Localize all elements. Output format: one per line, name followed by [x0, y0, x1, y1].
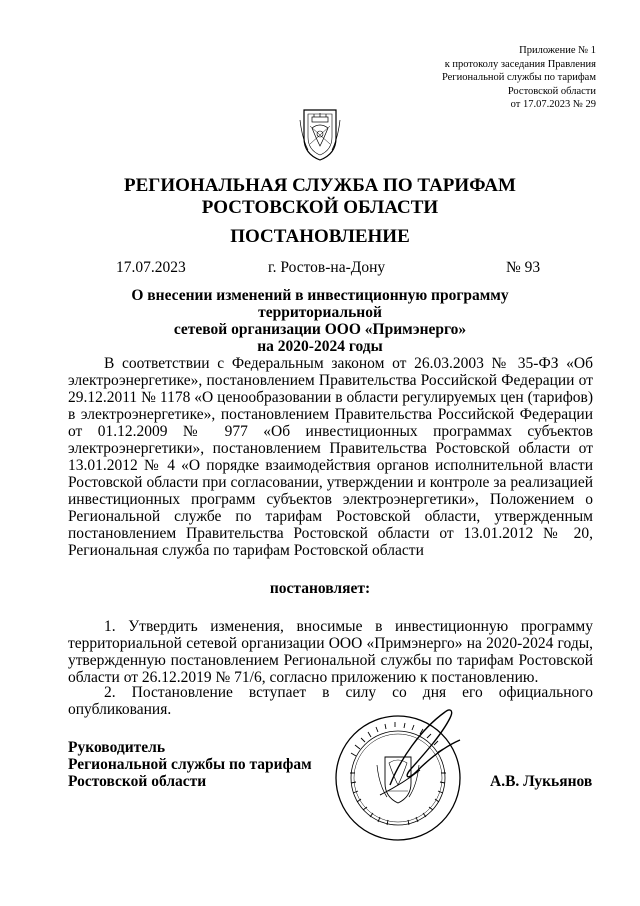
signer-title-line: Руководитель [68, 739, 166, 756]
handwritten-signature-icon [350, 700, 480, 820]
subject-line: О внесении изменений в инвестиционную программу территориальной [131, 287, 509, 321]
resolves-heading: постановляет: [269, 580, 371, 597]
document-date: 17.07.2023 [116, 259, 186, 276]
signer-title [68, 739, 312, 790]
signer-name: А.В. Лукьянов [490, 773, 593, 790]
appendix-line: от 17.07.2023 № 29 [510, 99, 596, 110]
coat-of-arms-icon [298, 108, 342, 162]
appendix-line: Региональной службы по тарифам [441, 72, 596, 83]
resolution-item-2: 2. Постановление вступает в силу со дня его официального опубликования. [68, 684, 593, 718]
subject-line: на 2020-2024 годы [257, 338, 383, 355]
signer-title-line: Ростовской области [68, 773, 207, 790]
organization-name-line: РЕГИОНАЛЬНАЯ СЛУЖБА ПО ТАРИФАМ [124, 175, 516, 196]
appendix-line: к протоколу заседания Правления [444, 58, 596, 70]
document-subject [70, 287, 570, 355]
appendix-line: Ростовской области [507, 85, 596, 97]
appendix-line: Приложение № 1 [519, 45, 596, 56]
resolution-item-1: 1. Утвердить изменения, вносимые в инвестиционную программу территориальной сетевой организации ООО «Примэнерго» на 2020-2024 годы, утвержденную постановлением Региональной службы по тарифам Ростовской области от 26.12.2019 № 71/6, согласно приложению к постановлению. [68, 618, 593, 686]
organization-name [0, 175, 640, 219]
organization-name-line: РОСТОВСКОЙ ОБЛАСТИ [201, 197, 439, 218]
document-city: г. Ростов-на-Дону [268, 259, 386, 276]
document-type: ПОСТАНОВЛЕНИЕ [230, 226, 410, 247]
preamble-paragraph: В соответствии с Федеральным законом от 26.03.2003 № 35-ФЗ «Об электроэнергетике», постановлением Правительства Российской Федерации от 29.12.2011 № 1178 «О ценообразовании в области регулируемых цен (тарифов) в электроэнергетике», постановлением Правительства Российской Федерации от 01.12.2009 № 977 «Об инвестиционных программах субъектов электроэнергетики», постановлением Правительства Ростовской области от 13.01.2012 № 4 «О порядке взаимодействия органов исполнительной власти Ростовской области при согласовании, утверждении и контроле за реализацией инвестиционных программ субъектов электроэнергетики», Положением о Региональной службе по тарифам Ростовской области, утвержденным постановлением Правительства Ростовской области от 13.01.2012 № 20, Региональная служба по тарифам Ростовской области [68, 355, 593, 559]
document-number: № 93 [506, 259, 541, 276]
appendix-note [442, 44, 596, 112]
signer-title-line: Региональной службы по тарифам [68, 756, 312, 773]
subject-line: сетевой организации ООО «Примэнерго» [173, 321, 467, 338]
